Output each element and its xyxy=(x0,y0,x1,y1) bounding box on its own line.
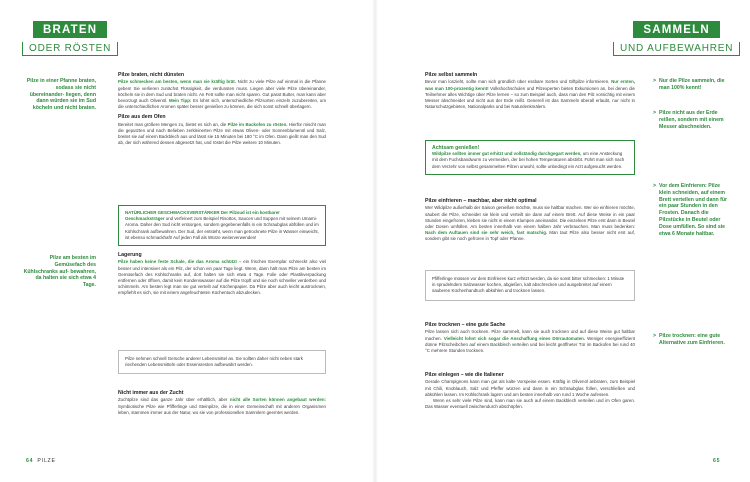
section-body: Pilze haben keine feste Schale, die das Aroma schützt – ein frisches Exemplar schmeckt also viel besser und intensiver als ein Pilz, der schon ein paar Tage liegt. Wenn, dann hält man Pilze am besten im Gemüsefach des Kühlschranks auf, dort halten sie sich etwa 4 Tage. Folie oder Plastikverpackung entfernen oder öffnen, damit kein Kondenswasser auf die Pilze tropft und sie noch schneller verderben und schimmeln. Am besten legt man sie gut verteilt auf Küchenpapier. Da Pilze aber auch leicht austrocknen, empfiehlt es sich, sie mit einem angefeuchteten Küchentuch abzudecken. xyxy=(118,259,326,296)
box-title: Achtsam genießen! xyxy=(432,145,480,151)
tag-subtitle: UND AUFBEWAHREN xyxy=(613,42,740,56)
side-note-lagerung: Pilze am besten im Gemüsefach des Kühlschranks auf- bewahren, da halten sie sich etwa 4 Tage. xyxy=(23,255,96,289)
side-note-messer: > Pilze nicht aus der Erde reißen, sondern mit einem Messer abschneiden. xyxy=(653,110,724,130)
side-note-trocknen: > Pilze trocknen: eine gute Alternative zum Einfrieren. xyxy=(653,333,725,346)
section-title: Pilze einfrieren – machbar, aber nicht optimal xyxy=(425,198,537,204)
section-body: Pilze lassen sich auch trocknen. Pilze sammelt, kann sie auch trocknen und auf diese Weise gut haltbar machen. Vielleicht lohnt sich sogar die Anschaffung eines Dörrautomaten. Weniger energieeffizient dünne Pilzscheibchen auf einem Backblech verteilen und bei leicht geöffneter Tür im Backofen bei rund 40 °C mehrere Stunden trocknen. xyxy=(425,329,635,354)
tag-subtitle: ODER RÖSTEN xyxy=(22,42,118,56)
info-box-gerueche: Pilze nehmen schnell Gerüche anderer Lebensmittel an. Sie sollten daher nicht neben stark riechenden Lebensmitteln oder Essensresten aufbewahrt werden. xyxy=(118,350,326,374)
info-box-pfifferlinge: Pfifferlinge müssen vor dem Einfrieren kurz erhitzt werden, da sie sonst bitter schmecken: 1 Minute in sprudelndem Salzwasser kochen, abgießen, kalt abschrecken und ausgebreitet auf einem sauberen Küchenhandtuch abkühlen und trocknen lassen. xyxy=(425,270,635,301)
section-braten xyxy=(118,72,326,110)
section-title: Nicht immer aus der Zucht xyxy=(118,390,184,396)
left-column xyxy=(118,72,326,147)
section-ofen xyxy=(118,114,326,146)
section-body: Zuchtpilze sind das ganze Jahr über erhältlich, aber nicht alle Sorten können angebaut werden: Symbiotische Pilze wie Pfifferlinge und Steinpilze, die in einer Gemeinschaft mit anderen Organismen leben, stammen immer aus der Natur, wo sie von professionellen Sammlern geerntet werden. xyxy=(118,397,326,415)
section-tag-sammeln xyxy=(613,20,740,56)
info-box-achtsam: Achtsam genießen! Wildpilze sollten immer gut erhitzt und vollständig durchgegart werden, um eine Ansteckung mit dem Fuchsbandwurm zu vermeiden, der bei hohen Temperaturen abstirbt. Führt man sich nach dem Verzehr von selbst gesammelten Pilzen unwohl, sollte unbedingt ein Arzt aufgesucht werden. xyxy=(425,140,635,175)
tag-title: SAMMELN xyxy=(633,21,720,38)
section-tag-braten xyxy=(22,20,118,56)
section-sammeln xyxy=(425,72,635,110)
side-note-kennen: > Nur die Pilze sammeln, die man 100% kennt! xyxy=(653,78,725,91)
side-note-pfanne: Pilze in einer Pfanne braten, sodass sie nicht übereinander- liegen, denn dann würden sie im Sud köcheln und nicht braten. xyxy=(26,78,96,112)
section-title: Pilze selbst sammeln xyxy=(425,72,478,78)
section-einfrieren xyxy=(425,198,635,243)
section-body-2: Wenn es sehr viele Pilze sind, kann man sie auch auf einem Backblech verteilen und im Ofen garen. Das Wasser eventuell zwischendurch abschöpfen. xyxy=(425,398,635,410)
section-lagerung xyxy=(118,252,326,297)
tag-title: BRATEN xyxy=(33,21,107,38)
right-page xyxy=(375,0,750,482)
section-title: Pilze aus dem Ofen xyxy=(118,114,166,121)
page-number-left: 64 PILZE xyxy=(26,458,56,464)
info-box-geschmacksverstaerker: NATÜRLICHER GESCHMACKSVERSTÄRKER Der Pilzsud ist ein kostbarer Geschmacksträger und verfeinert zum Beispiel Risottos, Saucen und Suppen mit seinem Umami-Aroma. Daher den Sud nicht entsorgen, sondern gegebenenfalls in ein Schraubglas abfüllen und im Kühlschrank aufbewahren. Der Sud, der entsteht, wenn man getrocknete Pilze in Wasser einweicht, ist ebenso schmackhaft! Auf jeden Fall als Würze weiterverwenden! xyxy=(118,205,326,246)
section-body: Wer Wildpilze außerhalb der Saison genießen möchte, muss sie haltbar machen. Wer sie einfrieren möchte, säubert die Pilze, schneidet sie klein und verteilt sie dann auf einem Brett. Auf diese Weise in ein paar Stunden eingefroren, kleben sie nicht in einem Klumpen aneinander. Die einzelnen Pilze erst dann in Beutel oder Dosen umfüllen. Am besten innerhalb von einem halben Jahr verbrauchen. Man muss bedenken: Nach dem Auftauen sind sie sehr weich, fast matschig. Man taut Pilze also besser nicht erst auf, sondern gibt sie noch gefroren in Topf oder Pfanne. xyxy=(425,205,635,242)
section-title: Pilze einlegen – wie die Italiener xyxy=(425,372,504,378)
section-body: Bevor man loszieht, sollte man sich gründlich über essbare Sorten und Giftpilze informieren. Nur ernten, was man 100-prozentig kennt! Volkshochschulen und Pilzexperten bieten Exkursionen an, bei denen die Teilnehmer alles Wichtige über Pilze lernen – so zum Beispiel auch, dass man den Pilz vorsichtig mit einem Messer abschneidet und nicht aus der Erde reißt. Generell ist das Sammeln überall erlaubt, nur nicht in Naturschutzgebieten, Nationalparks und bei Naturdenkmälern. xyxy=(425,79,635,110)
section-einlegen xyxy=(425,372,635,410)
section-title: Pilze trocknen – eine gute Sache xyxy=(425,322,506,328)
section-body: Pilze schmecken am besten, wenn man sie kräftig brät. Nicht zu viele Pilze auf einmal in die Pfanne geben! Sie verlieren zunächst Flüssigkeit, die verdunsten muss. Liegen aber viele Pilze übereinander, köcheln sie in dem Sud und braten nicht. An Fett sollte man nicht sparen. Gut passt Butter, man kann aber bevorzugt auch Olivenöl. Mein Tipp: Es lohnt sich, unterschiedliche Pilzsorten einzeln zuzubereiten, um die unterschiedlichen Aromen später besser genießen zu können, die sich sonst schnell überlagern. xyxy=(118,79,326,110)
page-number-right: 65 xyxy=(713,458,721,464)
side-note-einfrieren: > Vor dem Einfrieren: Pilze klein schneiden, auf einem Brett verteilen und dann für ein paar Stunden in den Frosten. Danach die Pilzstücke in Beutel oder Dose umfüllen. So sind sie etwa 6 Monate haltbar. xyxy=(653,183,728,237)
section-title: Pilze braten, nicht dünsten xyxy=(118,72,185,78)
section-body: Bereitet man größere Mengen zu, bietet es sich an, die Pilze im Backofen zu rösten. Hierfür mischt man die geputzten und nach Belieben zerkleinerten Pilze mit etwas Oliven- oder Sonnenblumenöl und Salz, breitet sie auf einem Backblech aus und lässt sie 15 Minuten bei 180 °C im Ofen. Dann gießt man den Sud ab, der sich während dessen abgesetzt hat, und röstet die Pilze weitere 10 Minuten. xyxy=(118,121,326,146)
section-trocknen xyxy=(425,322,635,354)
section-title: Lagerung xyxy=(118,252,142,258)
section-body: Gerade Champignons kann man gut als kalte Vorspeise essen. Kräftig in Olivenöl anbraten, zum Beispiel mit Chili, Knoblauch, Salz und Pfeffer würzen und dann in ein Schraubglas füllen, verschließen und abkühlen lassen. Im Kühlschrank lagern und am besten innerhalb von rund 1 Woche aufessen. xyxy=(425,379,635,397)
section-zucht xyxy=(118,390,326,416)
